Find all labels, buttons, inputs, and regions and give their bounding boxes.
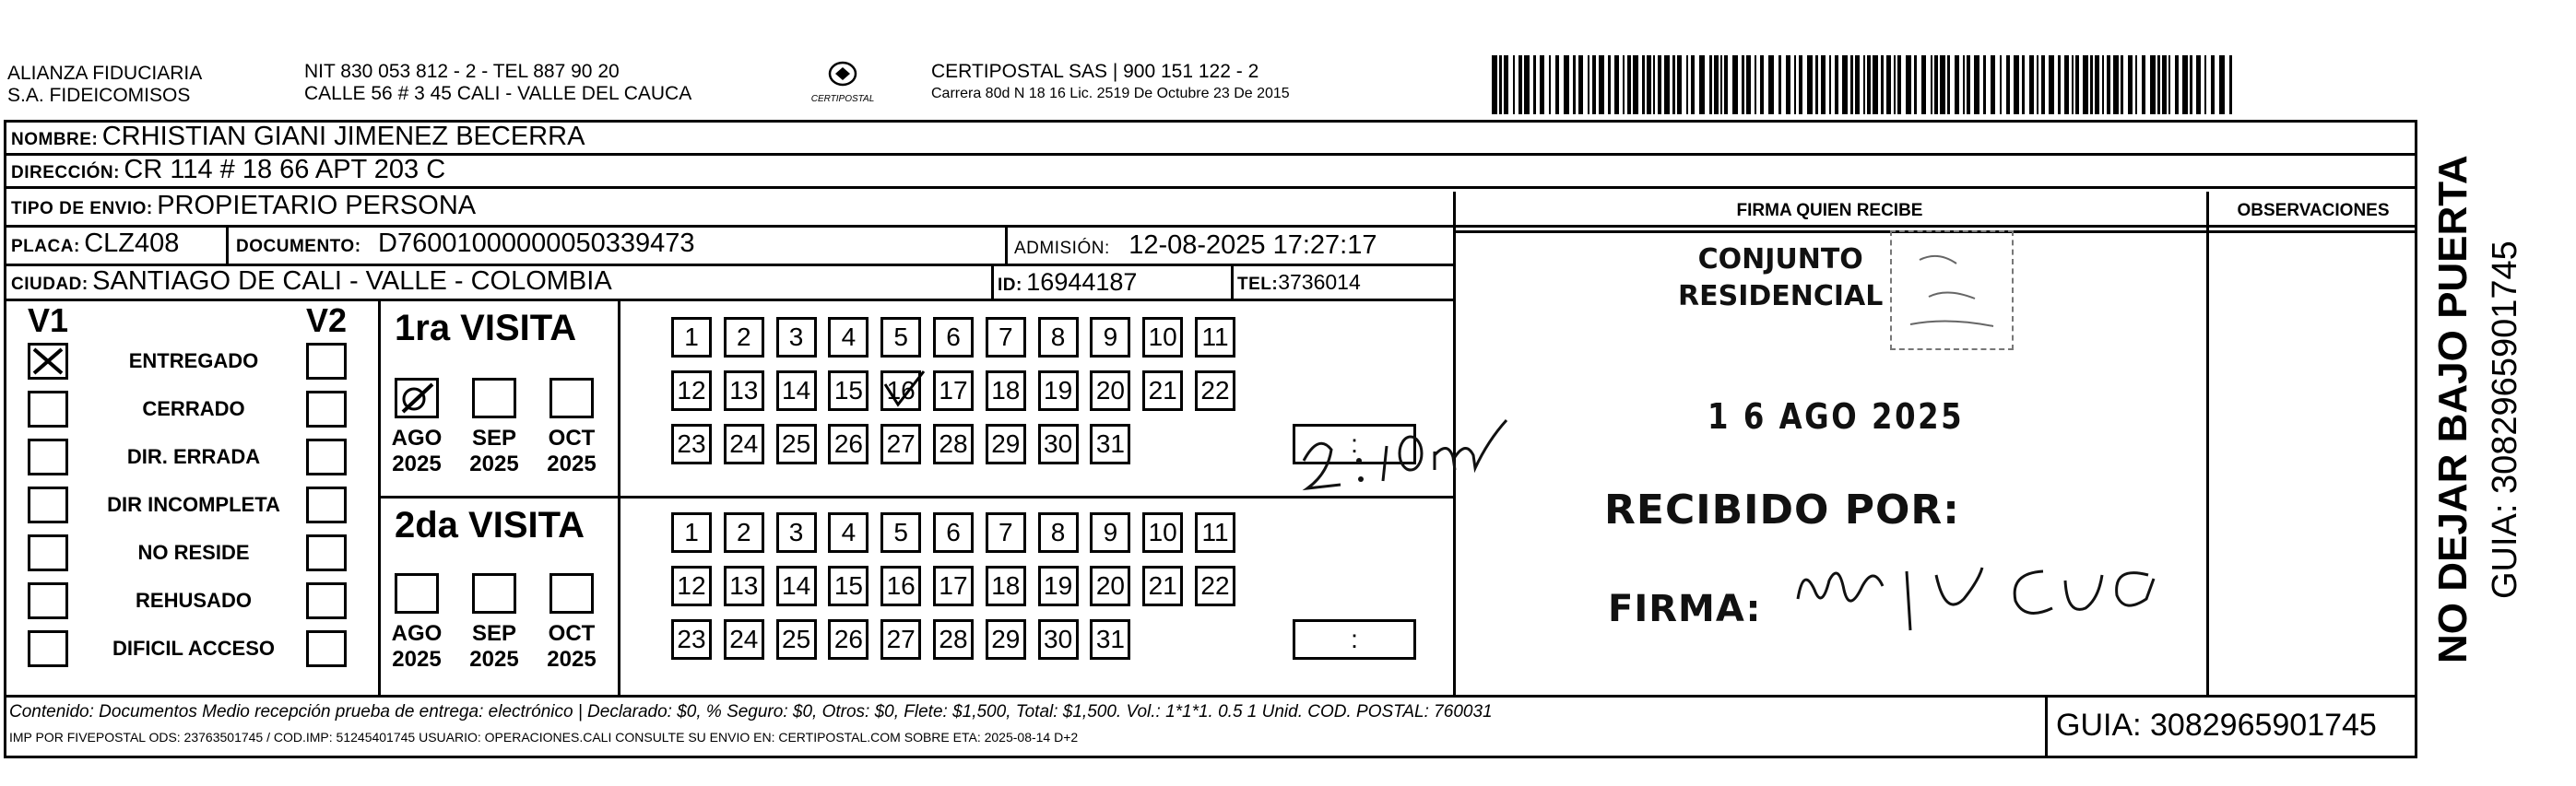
barcode-bar [1963, 55, 1965, 114]
v1-checkbox[interactable] [28, 487, 68, 523]
barcode-bar [1829, 55, 1831, 114]
barcode-bar [1991, 55, 1995, 114]
stamp-line-1: CONJUNTO [1697, 243, 1863, 276]
barcode-bar [1518, 55, 1522, 114]
stamp-line-2: RESIDENCIAL [1678, 280, 1884, 312]
month-label: OCT 2025 [547, 426, 597, 476]
admission-label: ADMISIÓN: [1014, 239, 1110, 258]
barcode-bar [1573, 55, 1576, 114]
barcode-bar [1931, 55, 1932, 114]
day-box-12[interactable]: 12 [671, 370, 712, 411]
barcode-bar [1664, 55, 1670, 114]
day-box-7[interactable]: 7 [986, 317, 1026, 358]
barcode-bar [2022, 55, 2025, 114]
day-box-11[interactable]: 11 [1195, 512, 1235, 553]
barcode-bar [1709, 55, 1712, 114]
v2-checkbox[interactable] [306, 391, 347, 428]
stamp-seal [1890, 230, 2014, 350]
day-box-18[interactable]: 18 [986, 566, 1026, 606]
barcode-bar [1599, 55, 1604, 114]
barcode-bar [2175, 55, 2179, 114]
received-by-label: RECIBIDO POR: [1604, 487, 1960, 534]
day-box-3[interactable]: 3 [776, 317, 817, 358]
barcode-bar [1842, 55, 1848, 114]
barcode-bar [2083, 55, 2088, 114]
barcode-bar [1873, 55, 1878, 114]
barcode-bar [2219, 55, 2225, 114]
barcode-bar [1524, 55, 1530, 114]
rule [378, 299, 381, 695]
day-box-7[interactable]: 7 [986, 512, 1026, 553]
type-row [11, 191, 476, 221]
observations-header: OBSERVACIONES [2237, 201, 2390, 220]
day-box-19[interactable]: 19 [1038, 566, 1079, 606]
tel-label: TEL: [1237, 275, 1279, 294]
city-label: CIUDAD: [11, 275, 89, 294]
day-box-25[interactable]: 25 [776, 619, 817, 660]
barcode-bar [1967, 55, 1970, 114]
day-box-23[interactable]: 23 [671, 424, 712, 464]
barcode-bar [1746, 55, 1751, 114]
courier-info [931, 61, 1290, 105]
v2-checkbox[interactable] [306, 534, 347, 571]
residential-stamp [1678, 241, 1883, 315]
first-visit-title: 1ra VISITA [395, 308, 577, 348]
time-box[interactable]: : [1293, 424, 1416, 464]
rule [2206, 192, 2209, 695]
day-box-29[interactable]: 29 [986, 424, 1026, 464]
day-box-5[interactable]: 5 [880, 512, 921, 553]
id-label: ID: [998, 276, 1022, 295]
day-box-20[interactable]: 20 [1090, 566, 1130, 606]
day-box-3[interactable]: 3 [776, 512, 817, 553]
day-box-20[interactable]: 20 [1090, 370, 1130, 411]
footer-content-line [9, 702, 1493, 722]
status-label: DIR INCOMPLETA [107, 493, 280, 516]
barcode-bar [1934, 55, 1938, 114]
barcode-bar [2000, 55, 2002, 114]
v2-checkbox[interactable] [306, 487, 347, 523]
v2-checkbox[interactable] [306, 439, 347, 475]
barcode-bar [2182, 55, 2188, 114]
v2-checkbox[interactable] [306, 343, 347, 380]
city-value: SANTIAGO DE CALI - VALLE - COLOMBIA [92, 266, 612, 296]
barcode-bar [1686, 55, 1688, 114]
day-box-29[interactable]: 29 [986, 619, 1026, 660]
barcode-bar [1983, 55, 1986, 114]
day-box-9[interactable]: 9 [1090, 512, 1130, 553]
id-cell [998, 268, 1137, 297]
rule [991, 264, 994, 299]
day-box-22[interactable]: 22 [1195, 370, 1235, 411]
barcode-bar [2135, 55, 2137, 114]
recipient-name: CRHISTIAN GIANI JIMENEZ BECERRA [101, 122, 585, 151]
barcode-bar [1886, 55, 1891, 114]
courier-line-1: CERTIPOSTAL SAS | 900 151 122 - 2 [931, 61, 1259, 82]
day-box-15[interactable]: 15 [828, 370, 869, 411]
rule [618, 299, 620, 695]
barcode-bar [1906, 55, 1911, 114]
barcode-bar [1627, 55, 1631, 114]
barcode-bar [2150, 55, 2156, 114]
v1-header: V1 [28, 301, 69, 339]
footer-guide: GUIA: 3082965901745 [2056, 708, 2377, 743]
barcode-bar [1768, 55, 1774, 114]
barcode-bar [1742, 55, 1744, 114]
day-box-28[interactable]: 28 [933, 424, 974, 464]
tel-cell [1237, 270, 1361, 295]
day-box-13[interactable]: 13 [724, 566, 764, 606]
barcode-bar [1863, 55, 1865, 114]
day-box-22[interactable]: 22 [1195, 566, 1235, 606]
rule [1005, 225, 1008, 264]
address-row [11, 155, 445, 185]
barcode-bar [2058, 55, 2061, 114]
day-box-21[interactable]: 21 [1142, 370, 1183, 411]
barcode-bar [1672, 55, 1675, 114]
barcode-bar [1897, 55, 1901, 114]
barcode-bar [1492, 55, 1497, 114]
nit-line-2: CALLE 56 # 3 45 CALI - VALLE DEL CAUCA [304, 83, 692, 104]
barcode-bar [1881, 55, 1884, 114]
day-box-1[interactable]: 1 [671, 317, 712, 358]
barcode-bar [1633, 55, 1638, 114]
plate-value: CLZ408 [84, 229, 180, 258]
barcode-bar [2211, 55, 2215, 114]
rule [4, 225, 2417, 228]
barcode-bar [1835, 55, 1838, 114]
name-row [11, 122, 585, 152]
barcode-bar [1677, 55, 1682, 114]
barcode-bar [1499, 55, 1502, 114]
month-checkbox[interactable] [395, 378, 439, 418]
barcode-bar [2107, 55, 2110, 114]
barcode-bar [1658, 55, 1661, 114]
company-line-2: S.A. FIDEICOMISOS [7, 85, 191, 106]
month-label: SEP 2025 [469, 426, 519, 476]
barcode-bar [1720, 55, 1722, 114]
barcode-bar [1921, 55, 1926, 114]
barcode-bar [2049, 55, 2054, 114]
v2-checkbox[interactable] [306, 630, 347, 667]
barcode-bar [1821, 55, 1826, 114]
status-label: REHUSADO [136, 589, 252, 612]
check-mark-icon [397, 381, 436, 416]
status-label: CERRADO [142, 397, 245, 420]
day-box-30[interactable]: 30 [1038, 619, 1079, 660]
barcode-bar [1623, 55, 1625, 114]
document-label: DOCUMENTO: [236, 237, 361, 256]
v1-checkbox[interactable] [28, 582, 68, 619]
company-line-1: ALIANZA FIDUCIARIA [7, 63, 203, 84]
barcode-bar [2121, 55, 2123, 114]
day-box-31[interactable]: 31 [1090, 619, 1130, 660]
day-box-4[interactable]: 4 [828, 317, 869, 358]
rule [4, 186, 2417, 189]
barcode-bar [1592, 55, 1596, 114]
day-box-14[interactable]: 14 [776, 566, 817, 606]
date-stamp: 1 6 AGO 2025 [1707, 396, 1965, 437]
barcode-bar [1794, 55, 1796, 114]
rule [1231, 264, 1234, 299]
barcode-bar [1653, 55, 1655, 114]
day-box-10[interactable]: 10 [1142, 512, 1183, 553]
nit-line-1: NIT 830 053 812 - 2 - TEL 887 90 20 [304, 61, 620, 82]
barcode-bar [2037, 55, 2038, 114]
rule [226, 225, 229, 264]
barcode-bar [1755, 55, 1756, 114]
barcode-bar [1513, 55, 1515, 114]
barcode-bar [1894, 55, 1896, 114]
recipient-address: CR 114 # 18 66 APT 203 C [124, 155, 446, 184]
barcode-bar [2113, 55, 2119, 114]
day-box-16[interactable]: 16 [880, 566, 921, 606]
day-box-14[interactable]: 14 [776, 370, 817, 411]
tel-value: 3736014 [1278, 270, 1361, 294]
second-visit-title: 2da VISITA [395, 505, 585, 546]
footer-line-2: IMP POR FIVEPOSTAL ODS: 23763501745 / COD.IMP: 51245401745 USUARIO: OPERACIONES.CALI CONSULTE SU ENVIO EN: CERTIPOSTAL.COM SOBRE ETA: 2025-08-14 D+2 [9, 730, 1079, 745]
month-checkbox[interactable] [395, 573, 439, 614]
barcode-bar [2014, 55, 2019, 114]
day-box-17[interactable]: 17 [933, 370, 974, 411]
barcode-bar [1699, 55, 1705, 114]
barcode-bar [2128, 55, 2133, 114]
barcode-bar [1855, 55, 1860, 114]
barcode-bar [2075, 55, 2079, 114]
handwritten-time [1291, 396, 1512, 507]
no-under-door-warning: NO DEJAR BAJO PUERTA [2430, 155, 2476, 663]
day-box-26[interactable]: 26 [828, 619, 869, 660]
rule [4, 695, 2417, 698]
barcode-bar [1714, 55, 1719, 114]
plate-cell [11, 229, 179, 259]
barcode-bar [2006, 55, 2010, 114]
day-box-21[interactable]: 21 [1142, 566, 1183, 606]
v1-checkbox[interactable] [28, 630, 68, 667]
day-box-23[interactable]: 23 [671, 619, 712, 660]
document-value: D76001000000050339473 [378, 229, 695, 258]
barcode-bar [1642, 55, 1645, 114]
barcode-bar [1647, 55, 1651, 114]
barcode-bar [2041, 55, 2045, 114]
barcode-bar [2229, 55, 2232, 114]
day-box-26[interactable]: 26 [828, 424, 869, 464]
day-box-13[interactable]: 13 [724, 370, 764, 411]
type-label: TIPO DE ENVIO: [11, 199, 153, 218]
handwritten-signature [1789, 534, 2157, 645]
v1-checkbox[interactable] [28, 534, 68, 571]
day-box-8[interactable]: 8 [1038, 317, 1079, 358]
signature-header: FIRMA QUIEN RECIBE [1736, 201, 1923, 220]
barcode-bar [1807, 55, 1813, 114]
check-mark-icon [30, 346, 65, 377]
status-label: DIR. ERRADA [126, 445, 261, 468]
v2-header: V2 [306, 301, 348, 339]
company-name [7, 63, 202, 107]
month-label: SEP 2025 [469, 621, 519, 672]
day-box-12[interactable]: 12 [671, 566, 712, 606]
barcode-bar [1608, 55, 1611, 114]
day-box-19[interactable]: 19 [1038, 370, 1079, 411]
city-cell [11, 266, 612, 297]
month-checkbox[interactable] [472, 573, 516, 614]
barcode-bar [1540, 55, 1544, 114]
rule [4, 299, 1453, 301]
day-box-11[interactable]: 11 [1195, 317, 1235, 358]
barcode-bar [2090, 55, 2093, 114]
month-checkbox[interactable] [549, 573, 594, 614]
barcode-bar [1786, 55, 1790, 114]
status-label: DIFICIL ACCESO [112, 637, 275, 660]
admission-cell [1014, 230, 1377, 261]
time-box[interactable]: : [1293, 619, 1416, 660]
status-label: ENTREGADO [128, 349, 259, 372]
day-box-27[interactable]: 27 [880, 424, 921, 464]
barcode [1492, 55, 2239, 114]
day-box-16[interactable]: 16 [880, 370, 921, 411]
barcode-bar [1940, 55, 1945, 114]
status-label: NO RESIDE [137, 541, 250, 564]
barcode-bar [2064, 55, 2069, 114]
day-box-2[interactable]: 2 [724, 317, 764, 358]
barcode-bar [2190, 55, 2192, 114]
day-box-27[interactable]: 27 [880, 619, 921, 660]
plate-label: PLACA: [11, 237, 80, 256]
company-nit [304, 61, 691, 105]
v1-checkbox[interactable] [28, 439, 68, 475]
day-box-10[interactable]: 10 [1142, 317, 1183, 358]
day-box-17[interactable]: 17 [933, 566, 974, 606]
month-checkbox[interactable] [472, 378, 516, 418]
id-value: 16944187 [1026, 268, 1138, 296]
day-box-24[interactable]: 24 [724, 619, 764, 660]
barcode-bar [1588, 55, 1589, 114]
footer-print-line [9, 730, 1078, 745]
day-box-18[interactable]: 18 [986, 370, 1026, 411]
barcode-bar [1732, 55, 1738, 114]
month-label: AGO 2025 [391, 426, 443, 476]
barcode-bar [1947, 55, 1950, 114]
barcode-bar [1815, 55, 1818, 114]
check-mark-icon [878, 368, 928, 417]
v1-checkbox[interactable] [28, 343, 68, 380]
barcode-bar [1867, 55, 1871, 114]
address-label: DIRECCIÓN: [11, 163, 120, 182]
signature-label: FIRMA: [1608, 588, 1762, 630]
barcode-bar [1955, 55, 1959, 114]
barcode-bar [1564, 55, 1569, 114]
barcode-bar [1974, 55, 1979, 114]
month-label: OCT 2025 [547, 621, 597, 672]
barcode-bar [1914, 55, 1917, 114]
barcode-bar [1778, 55, 1781, 114]
day-box-9[interactable]: 9 [1090, 317, 1130, 358]
barcode-bar [2168, 55, 2170, 114]
day-box-28[interactable]: 28 [933, 619, 974, 660]
day-box-24[interactable]: 24 [724, 424, 764, 464]
barcode-bar [1724, 55, 1728, 114]
barcode-bar [2029, 55, 2034, 114]
barcode-bar [2204, 55, 2206, 114]
footer-line-1: Contenido: Documentos Medio recepción prueba de entrega: electrónico | Declarado: $0, % Seguro: $0, Otros: $0, Flete: $1,500, Total: $1,500. Vol.: 1*1*1. 0.5 1 Unid. COD. POSTAL: 760031 [9, 702, 1493, 721]
barcode-bar [2157, 55, 2160, 114]
barcode-bar [2142, 55, 2145, 114]
side-guide: GUIA: 3082965901745 [2486, 240, 2524, 599]
barcode-bar [1578, 55, 1583, 114]
v1-checkbox[interactable] [28, 391, 68, 428]
day-box-8[interactable]: 8 [1038, 512, 1079, 553]
day-box-6[interactable]: 6 [933, 317, 974, 358]
day-box-1[interactable]: 1 [671, 512, 712, 553]
day-box-31[interactable]: 31 [1090, 424, 1130, 464]
day-box-2[interactable]: 2 [724, 512, 764, 553]
courier-logo [809, 59, 876, 112]
shipment-type: PROPIETARIO PERSONA [157, 191, 477, 220]
barcode-bar [1533, 55, 1536, 114]
day-box-15[interactable]: 15 [828, 566, 869, 606]
barcode-bar [1850, 55, 1853, 114]
courier-logo-text: CERTIPOSTAL [810, 94, 875, 104]
barcode-bar [1549, 55, 1551, 114]
day-box-4[interactable]: 4 [828, 512, 869, 553]
day-box-25[interactable]: 25 [776, 424, 817, 464]
v2-checkbox[interactable] [306, 582, 347, 619]
day-box-30[interactable]: 30 [1038, 424, 1079, 464]
name-label: NOMBRE: [11, 130, 99, 149]
barcode-bar [1555, 55, 1559, 114]
day-box-5[interactable]: 5 [880, 317, 921, 358]
rule [2045, 695, 2048, 758]
barcode-bar [2095, 55, 2099, 114]
month-checkbox[interactable] [549, 378, 594, 418]
barcode-bar [1614, 55, 1619, 114]
barcode-bar [1760, 55, 1764, 114]
courier-line-2: Carrera 80d N 18 16 Lic. 2519 De Octubre 23 De 2015 [931, 86, 1290, 101]
admission-value: 12-08-2025 17:27:17 [1128, 230, 1377, 260]
barcode-bar [2162, 55, 2167, 114]
barcode-bar [1799, 55, 1802, 114]
day-box-6[interactable]: 6 [933, 512, 974, 553]
month-label: AGO 2025 [391, 621, 443, 672]
barcode-bar [1691, 55, 1695, 114]
barcode-bar [1504, 55, 1508, 114]
barcode-bar [2196, 55, 2201, 114]
document-cell [236, 229, 695, 259]
barcode-bar [2072, 55, 2074, 114]
barcode-bar [2102, 55, 2104, 114]
